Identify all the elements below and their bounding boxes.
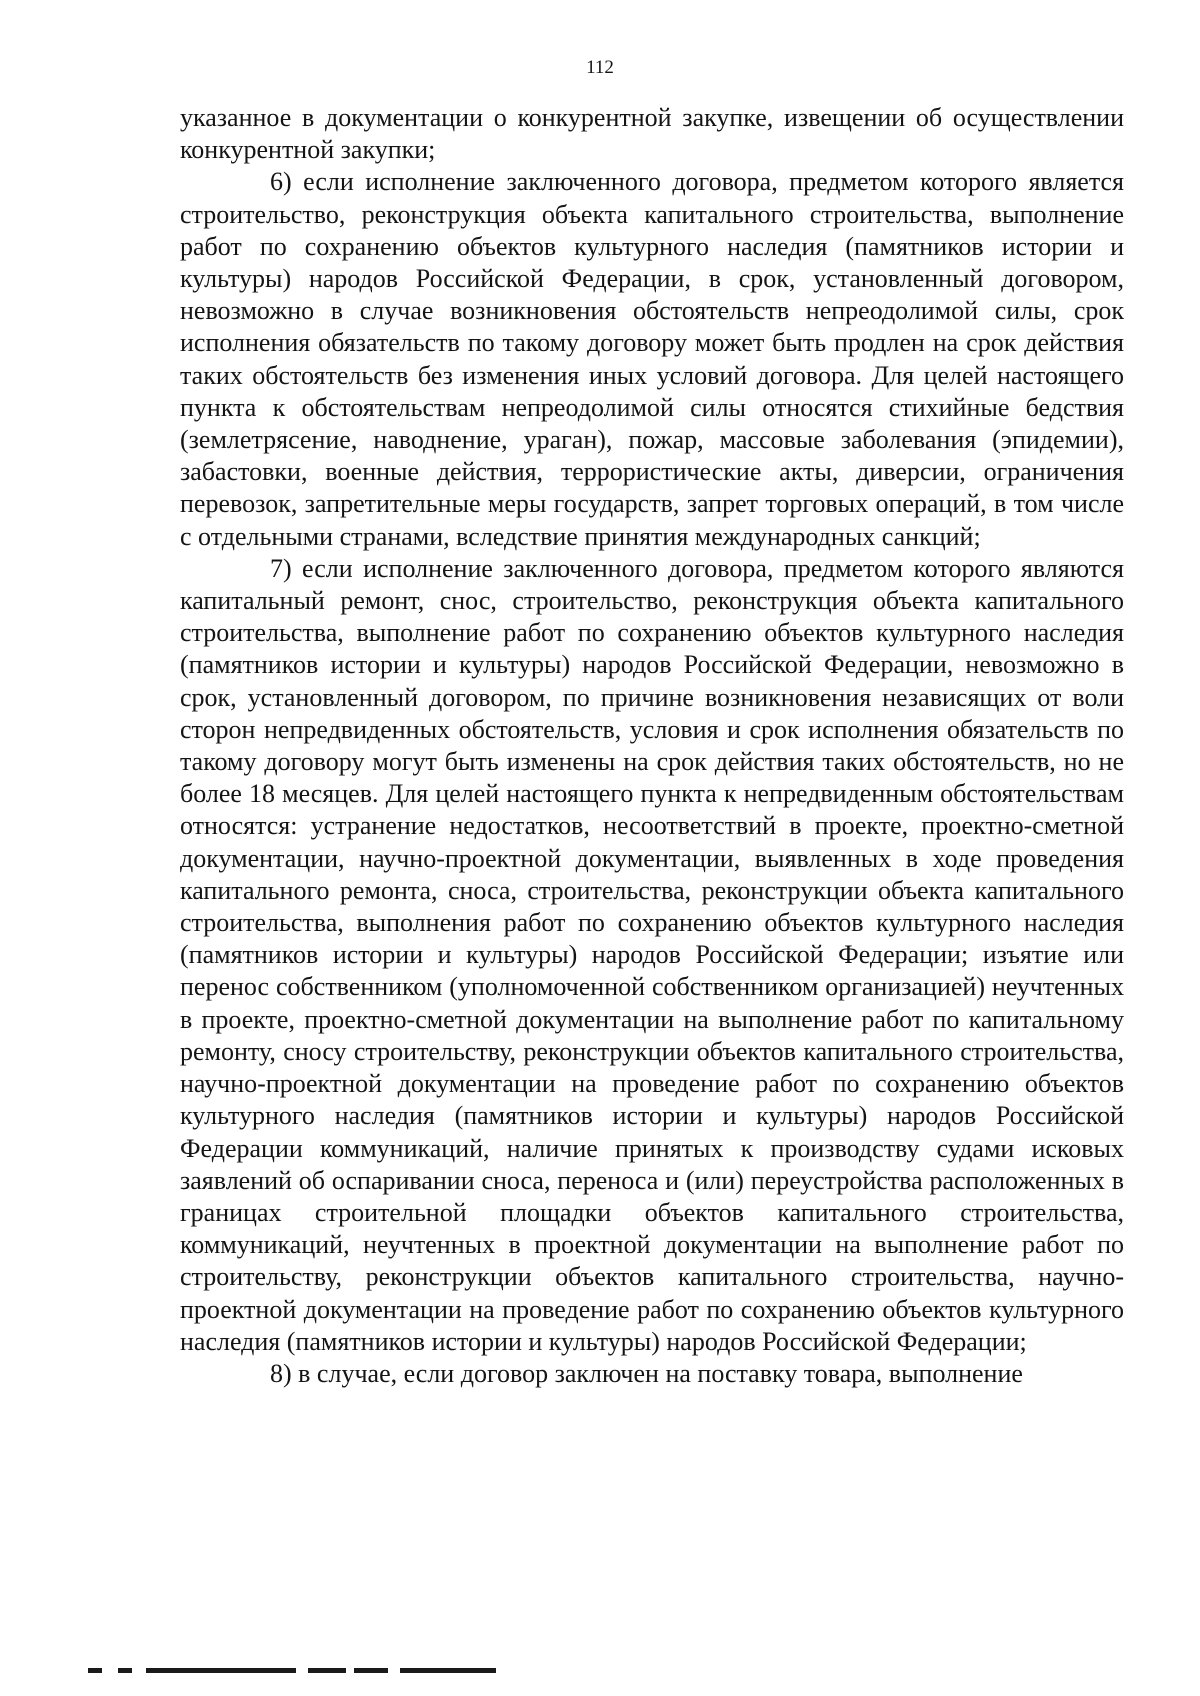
paragraph-item-8: 8) в случае, если договор заключен на поставку товара, выполнение <box>270 1358 1023 1388</box>
scan-artifact-marks <box>88 1668 538 1674</box>
document-body <box>180 102 1124 1390</box>
paragraph-item-7: 7) если исполнение заключенного договора, предметом которого являются капитальный ремонт, снос, строительство, реконструкция объекта капитального строительства, выполнение работ по сохранению объектов культурного наследия (памятников истории и культуры) народов Российской Федерации, невозможно в срок, установленный договором, по причине возникновения независящих от воли сторон непредвиденных обстоятельств, условия и срок исполнения обязательств по такому договору могут быть изменены на срок действия таких обстоятельств, но не более 18 месяцев. Для целей настоящего пункта к непредвиденным обстоятельствам относятся: устранение недостатков, несоответствий в проекте, проектно-сметной документации, научно-проектной документации, выявленных в ходе проведения капитального ремонта, сноса, строительства, реконструкции объекта капитального строительства, выполнения работ по сохранению объектов культурного наследия (памятников истории и культуры) народов Российской Федерации; изъятие или перенос собственником (уполномоченной собственником организацией) неучтенных в проекте, проектно-сметной документации на выполнение работ по капитальному ремонту, сносу строительству, реконструкции объектов капитального строительства, научно-проектной документации на проведение работ по сохранению объектов культурного наследия (памятников истории и культуры) народов Российской Федерации коммуникаций, наличие принятых к производству судами исковых заявлений об оспаривании сноса, переноса и (или) переустройства расположенных в границах строительной площадки объектов капитального строительства, коммуникаций, неучтенных в проектной документации на выполнение работ по строительству, реконструкции объектов капитального строительства, научно-проектной документации на проведение работ по сохранению объектов культурного наследия (памятников истории и культуры) народов Российской Федерации; <box>180 553 1124 1356</box>
page-number: 112 <box>586 57 614 78</box>
paragraph-continuation: указанное в документации о конкурентной закупке, извещении об осуществлении конкурентной закупки; <box>180 103 1124 165</box>
paragraph-item-6: 6) если исполнение заключенного договора, предметом которого является строительство, реконструкция объекта капитального строительства, выполнение работ по сохранению объектов культурного наследия (памятников истории и культуры) народов Российской Федерации, в срок, установленный договором, невозможно в случае возникновения обстоятельств непреодолимой силы, срок исполнения обязательств по такому договору может быть продлен на срок действия таких обстоятельств без изменения иных условий договора. Для целей настоящего пункта к обстоятельствам непреодолимой силы относятся стихийные бедствия (землетрясение, наводнение, ураган), пожар, массовые заболевания (эпидемии), забастовки, военные действия, террористические акты, диверсии, ограничения перевозок, запретительные меры государств, запрет торговых операций, в том числе с отдельными странами, вследствие принятия международных санкций; <box>180 167 1124 551</box>
